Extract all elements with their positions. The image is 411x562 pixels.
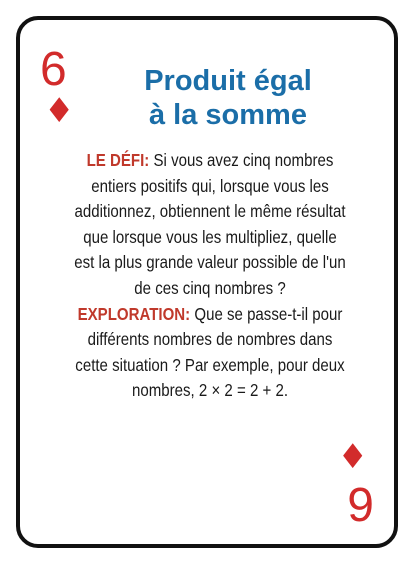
diamond-icon: ♦ bbox=[44, 91, 75, 131]
exploration-text: Que se passe-t-il pour différents nombres de nombres dans cette situation ? Par exemple, pour deux nombres, 2 × 2 = 2 + 2. bbox=[75, 303, 345, 401]
card-title bbox=[78, 64, 378, 132]
bottom-rank: 9 bbox=[347, 479, 374, 532]
challenge-label: LE DÉFI: bbox=[86, 150, 150, 170]
challenge-paragraph bbox=[72, 148, 347, 302]
exploration-paragraph bbox=[72, 302, 347, 404]
exploration-label: EXPLORATION: bbox=[77, 303, 191, 324]
challenge-text: Si vous avez cinq nombres entiers positifs qui, lorsque vous les additionnez, obtiennent le même résultat que lorsque vous les multipliez, quelle est la plus grande valeur possible de l'un de ces cinq nombres ? bbox=[74, 150, 346, 298]
diamond-icon: ♦ bbox=[337, 437, 368, 477]
top-rank: 6 bbox=[40, 43, 67, 96]
card-body bbox=[72, 148, 347, 404]
title-line-2: à la somme bbox=[149, 99, 307, 131]
title-line-1: Produit égal bbox=[144, 65, 312, 97]
playing-card bbox=[16, 16, 398, 548]
